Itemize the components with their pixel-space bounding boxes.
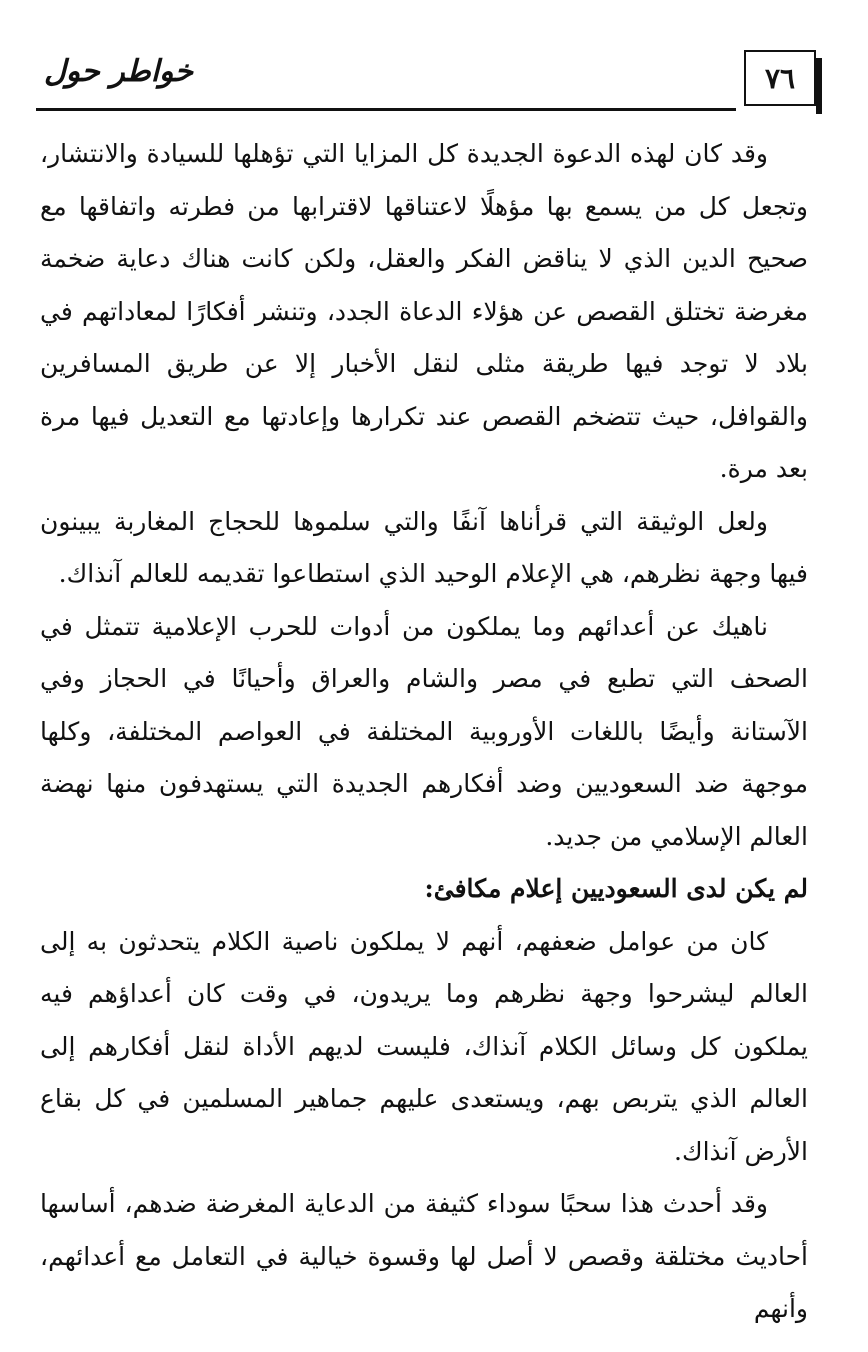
- paragraph-5: وقد أحدث هذا سحبًا سوداء كثيفة من الدعاية المغرضة ضدهم، أساسها أحاديث مختلقة وقصص لا أصل لها وقسوة خيالية في التعامل مع أعدائهم، وأنهم: [40, 1189, 808, 1323]
- section-heading: لم يكن لدى السعوديين إعلام مكافئ:: [424, 874, 808, 903]
- paragraph-4: كان من عوامل ضعفهم، أنهم لا يملكون ناصية الكلام يتحدثون به إلى العالم ليشرحوا وجهة نظرهم وما يريدون، في وقت كان أعداؤهم فيه يملكون كل وسائل الكلام آنذاك، فليست لديهم الأداة لنقل أفكارهم إلى العالم الذي يتربص بهم، ويستعدى عليهم جماهير المسلمين في كل بقاع الأرض آنذاك.: [40, 926, 808, 1166]
- page-number: ٧٦: [744, 50, 816, 106]
- page-header: [36, 50, 816, 114]
- paragraph-2: ولعل الوثيقة التي قرأناها آنفًا والتي سلموها للحجاج المغاربة يبينون فيها وجهة نظرهم، هي الإعلام الوحيد الذي استطاعوا تقديمه للعالم آنذاك.: [40, 506, 808, 588]
- paragraph-3: ناهيك عن أعدائهم وما يملكون من أدوات للحرب الإعلامية تتمثل في الصحف التي تطبع في مصر والشام والعراق وأحيانًا في الحجاز وفي الآستانة وأيضًا باللغات الأوروبية المختلفة في العواصم المختلفة، وكلها موجهة ضد السعوديين وضد أفكارهم الجديدة التي يستهدفون منها نهضة العالم الإسلامي من جديد.: [40, 611, 808, 851]
- running-title: خواطر حول: [44, 54, 194, 89]
- page-body: [40, 128, 808, 1336]
- header-rule: [36, 108, 736, 111]
- paragraph-1: وقد كان لهذه الدعوة الجديدة كل المزايا التي تؤهلها للسيادة والانتشار، وتجعل كل من يسمع بها مؤهلًا لاعتناقها لاقترابها من فطرته واتفاقها مع صحيح الدين الذي لا يناقض الفكر والعقل، ولكن كانت هناك دعاية ضخمة مغرضة تختلق القصص عن هؤلاء الدعاة الجدد، وتنشر أفكارًا لمعاداتهم في بلاد لا توجد فيها طريقة مثلى لنقل الأخبار إلا عن طريق المسافرين والقوافل، حيث تتضخم القصص عند تكرارها وإعادتها مع التعديل فيها مرة بعد مرة.: [40, 139, 808, 483]
